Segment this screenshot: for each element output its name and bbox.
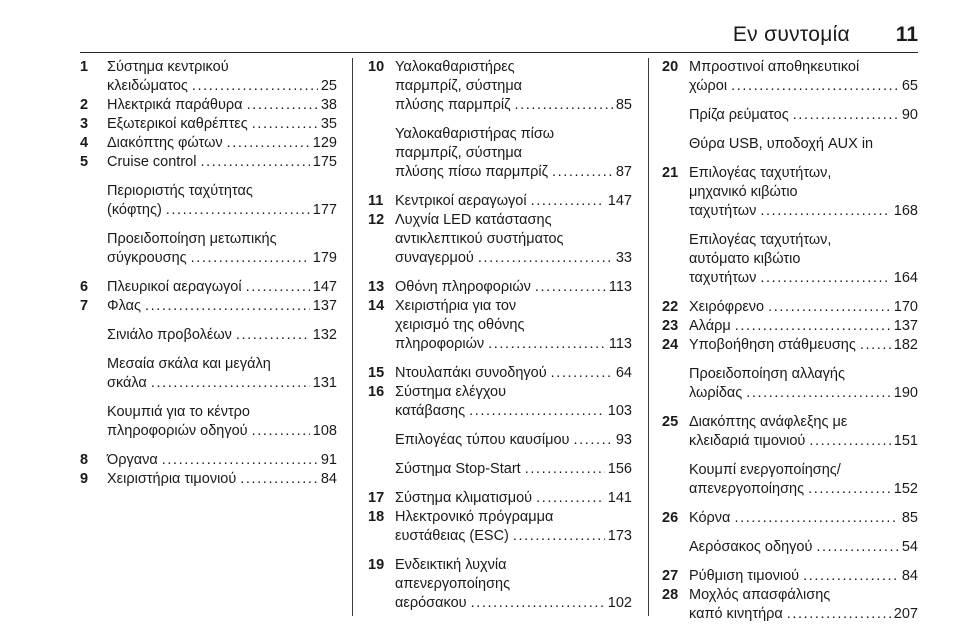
dot-leader [200,153,309,172]
entry-number: 10 [368,59,385,75]
dot-leader [162,451,318,470]
dot-leader [240,470,318,489]
dot-leader [525,460,605,479]
page-reference[interactable]: 113 [608,336,632,352]
section-title: Εν συντομία [732,23,850,46]
dot-leader [860,336,891,355]
page-reference[interactable]: 173 [607,528,632,544]
dot-leader [768,298,891,317]
dot-leader [247,96,318,115]
index-entry [662,317,918,336]
page-reference[interactable]: 35 [320,116,337,132]
index-entry [662,58,918,96]
index-entry [368,556,632,613]
dot-leader [252,422,310,441]
page-reference[interactable]: 175 [312,154,337,170]
entry-number: 28 [662,587,679,603]
column-divider [648,58,649,616]
index-entry [80,134,337,153]
index-entry [80,278,337,297]
dot-leader [734,509,898,528]
dot-leader [478,249,613,268]
entry-number: 24 [662,337,679,353]
page-reference[interactable]: 102 [607,595,632,611]
index-entry [662,538,918,557]
index-entry [662,413,918,451]
entry-label: Κόρνα [689,510,731,526]
page-reference[interactable]: 108 [312,423,337,439]
entry-text-line: Περιοριστής ταχύτητας [107,183,253,199]
entry-number: 8 [80,452,89,468]
index-entry [662,164,918,221]
entry-label: σύγκρουσης [107,250,187,266]
entry-label: συναγερμού [395,250,474,266]
page-reference[interactable]: 25 [320,78,337,94]
entry-number: 26 [662,510,679,526]
entry-number: 7 [80,298,89,314]
index-entry [368,460,632,479]
page-reference[interactable]: 93 [615,432,632,448]
header-rule [80,52,918,53]
entry-label: Οθόνη πληροφοριών [395,279,531,295]
index-entry [368,431,632,450]
entry-text-line: χειρισμό της οθόνης [395,317,525,333]
index-entry [368,297,632,354]
entry-number: 4 [80,135,89,151]
index-entry [80,355,337,393]
entry-text-line: αυτόματο κιβώτιο [689,251,801,267]
page-reference[interactable]: 33 [615,250,632,266]
entry-label: Υποβοήθηση στάθμευσης [689,337,856,353]
column-divider [352,58,353,616]
index-entry [662,231,918,288]
page-reference[interactable]: 85 [615,97,632,113]
entry-text-line: Υαλοκαθαριστήρας πίσω [395,126,555,142]
entry-number: 9 [80,471,89,487]
page-reference[interactable]: 129 [312,135,337,151]
entry-number: 2 [80,97,89,113]
page-reference[interactable]: 54 [901,539,918,555]
dot-leader [551,364,613,383]
entry-number: 3 [80,116,89,132]
entry-label: πληροφοριών οδηγού [107,423,248,439]
page-reference[interactable]: 65 [901,78,918,94]
entry-label: χώροι [689,78,728,94]
entry-label: καπό κινητήρα [689,606,783,622]
page-reference[interactable]: 164 [893,270,918,286]
entry-text-line: Κουμπί ενεργοποίησης/ [689,462,841,478]
page-reference[interactable]: 87 [615,164,632,180]
index-entry [662,461,918,499]
entry-text-line: Μπροστινοί αποθηκευτικοί [689,59,860,75]
index-entry [662,509,918,528]
index-entry [368,383,632,421]
index-entry [80,230,337,268]
entry-label: Αερόσακος οδηγού [689,539,813,555]
index-column-2 [368,58,632,618]
entry-label: κατάβασης [395,403,466,419]
page-reference[interactable]: 182 [893,337,918,353]
dot-leader [803,567,899,586]
page-reference[interactable]: 141 [607,490,632,506]
index-entry [80,96,337,115]
entry-label: Σύστημα κλιματισμού [395,490,533,506]
page-number: 11 [895,23,918,46]
dot-leader [793,106,899,125]
entry-label: Αλάρμ [689,318,731,334]
dot-leader [236,326,310,345]
index-column-3 [662,58,918,622]
page-reference[interactable]: 113 [608,279,632,295]
entry-number: 22 [662,299,679,315]
entry-label: λωρίδας [689,385,743,401]
entry-number: 5 [80,154,89,170]
index-entry [80,115,337,134]
entry-label: Πλευρικοί αεραγωγοί [107,279,242,295]
dot-leader [731,77,899,96]
page-reference[interactable]: 151 [893,433,918,449]
index-entry [368,58,632,115]
entry-label: Διακόπτης φώτων [107,135,223,151]
dot-leader [531,192,605,211]
entry-label: Σινιάλο προβολέων [107,327,232,343]
index-entry [662,336,918,355]
index-entry [80,403,337,441]
entry-number: 25 [662,414,679,430]
page-reference[interactable]: 38 [320,97,337,113]
entry-text-line: Κουμπιά για το κέντρο [107,404,250,420]
index-entry [662,586,918,624]
entry-label: κλειδώματος [107,78,188,94]
dot-leader [469,402,605,421]
dot-leader [192,77,318,96]
dot-leader [735,317,891,336]
index-entry [80,470,337,489]
entry-label: Κεντρικοί αεραγωγοί [395,193,527,209]
page-reference[interactable]: 132 [312,327,337,343]
entry-number: 18 [368,509,385,525]
index-entry [662,298,918,317]
index-entry [368,125,632,182]
page-reference[interactable]: 190 [893,385,918,401]
entry-label: (κόφτης) [107,202,162,218]
entry-text-line: Επιλογέας ταχυτήτων, [689,232,832,248]
dot-leader [151,374,310,393]
entry-text-line: Λυχνία LED κατάστασης [395,212,552,228]
dot-leader [809,432,890,451]
page-reference[interactable]: 137 [312,298,337,314]
entry-number: 6 [80,279,89,295]
index-entry [80,326,337,345]
entry-text-line: Προειδοποίηση μετωπικής [107,231,277,247]
entry-label: Ηλεκτρικά παράθυρα [107,97,243,113]
page-header [0,0,960,60]
entry-label: απενεργοποίησης [689,481,805,497]
entry-label: Χειριστήρια τιμονιού [107,471,237,487]
dot-leader [227,134,310,153]
entry-text-line: Σύστημα κεντρικού [107,59,229,75]
dot-leader [574,431,613,450]
entry-text-line: αντικλεπτικού συστήματος [395,231,564,247]
index-entry [662,135,918,154]
entry-number: 23 [662,318,679,334]
page-reference[interactable]: 207 [893,606,918,622]
entry-label: Φλας [107,298,141,314]
entry-label: κλειδαριά τιμονιού [689,433,806,449]
entry-text-line: Μεσαία σκάλα και μεγάλη [107,356,271,372]
entry-number: 19 [368,557,385,573]
dot-leader [746,384,891,403]
page-reference[interactable]: 84 [901,568,918,584]
entry-label: σκάλα [107,375,147,391]
dot-leader [513,527,605,546]
entry-label: Όργανα [107,452,158,468]
dot-leader [816,538,898,557]
page-reference[interactable]: 84 [320,471,337,487]
entry-number: 13 [368,279,385,295]
index-entry [368,489,632,508]
entry-number: 20 [662,59,679,75]
dot-leader [166,201,310,220]
entry-text-line: παρμπρίζ, σύστημα [395,78,523,94]
page-reference[interactable]: 85 [901,510,918,526]
index-entry [368,364,632,383]
entry-label: Σύστημα Stop-Start [395,461,521,477]
entry-label: πλύσης πίσω παρμπρίζ [395,164,549,180]
dot-leader [552,163,613,182]
entry-number: 14 [368,298,385,314]
entry-number: 1 [80,59,89,75]
entry-label: πλύσης παρμπρίζ [395,97,511,113]
index-entry [368,192,632,211]
page-reference[interactable]: 177 [312,202,337,218]
dot-leader [760,269,890,288]
dot-leader [808,480,891,499]
entry-label: ταχυτήτων [689,203,757,219]
entry-number: 11 [368,193,384,209]
entry-text-line: Διακόπτης ανάφλεξης με [689,414,848,430]
entry-text-line: Επιλογέας ταχυτήτων, [689,165,832,181]
entry-label: πληροφοριών [395,336,485,352]
page-reference[interactable]: 147 [312,279,337,295]
page-reference[interactable]: 170 [893,299,918,315]
dot-leader [252,115,318,134]
index-entry [662,106,918,125]
entry-label: ταχυτήτων [689,270,757,286]
entry-label: αερόσακου [395,595,467,611]
page-reference[interactable]: 103 [607,403,632,419]
dot-leader [145,297,310,316]
index-entry [80,297,337,316]
entry-text-line: απενεργοποίησης [395,576,511,592]
entry-text-line: Σύστημα ελέγχου [395,384,507,400]
entry-label: Πρίζα ρεύματος [689,107,789,123]
dot-leader [471,594,605,613]
page-reference[interactable]: 64 [615,365,632,381]
entry-text-line: Ενδεικτική λυχνία [395,557,507,573]
page-reference[interactable]: 131 [312,375,337,391]
dot-leader [191,249,310,268]
page-reference[interactable]: 90 [901,107,918,123]
page-reference[interactable]: 179 [312,250,337,266]
entry-text-line: Ηλεκτρονικό πρόγραμμα [395,509,554,525]
index-entry [80,58,337,96]
page-reference[interactable]: 156 [607,461,632,477]
entry-label: Ρύθμιση τιμονιού [689,568,800,584]
entry-number: 17 [368,490,385,506]
page-reference[interactable]: 168 [893,203,918,219]
index-entry [80,153,337,172]
entry-text-line: Χειριστήρια για τον [395,298,517,314]
dot-leader [535,278,606,297]
entry-number: 12 [368,212,385,228]
entry-label: Cruise control [107,154,197,170]
entry-text-line: μηχανικό κιβώτιο [689,184,798,200]
entry-text-line: Υαλοκαθαριστήρες [395,59,515,75]
index-entry [80,451,337,470]
entry-label: Ντουλαπάκι συνοδηγού [395,365,547,381]
entry-label: Θύρα USB, υποδοχή AUX in [689,136,874,152]
entry-text-line: Μοχλός απασφάλισης [689,587,831,603]
dot-leader [488,335,606,354]
page-reference[interactable]: 91 [320,452,337,468]
entry-number: 16 [368,384,385,400]
dot-leader [515,96,613,115]
index-entry [368,211,632,268]
index-entry [368,278,632,297]
dot-leader [246,278,310,297]
page-reference[interactable]: 152 [893,481,918,497]
entry-number: 27 [662,568,679,584]
entry-label: Χειρόφρενο [689,299,765,315]
entry-text-line: Προειδοποίηση αλλαγής [689,366,845,382]
index-entry [368,508,632,546]
entry-number: 15 [368,365,385,381]
entry-label: Εξωτερικοί καθρέπτες [107,116,248,132]
dot-leader [787,605,891,624]
entry-number: 21 [662,165,679,181]
dot-leader [536,489,605,508]
page-reference[interactable]: 147 [607,193,632,209]
entry-label: Επιλογέας τύπου καυσίμου [395,432,570,448]
index-column-1 [80,58,337,618]
index-entry [662,567,918,586]
entry-text-line: παρμπρίζ, σύστημα [395,145,523,161]
entry-label: ευστάθειας (ESC) [395,528,509,544]
dot-leader [760,202,890,221]
page-reference[interactable]: 137 [893,318,918,334]
index-entry [80,182,337,220]
index-entry [662,365,918,403]
